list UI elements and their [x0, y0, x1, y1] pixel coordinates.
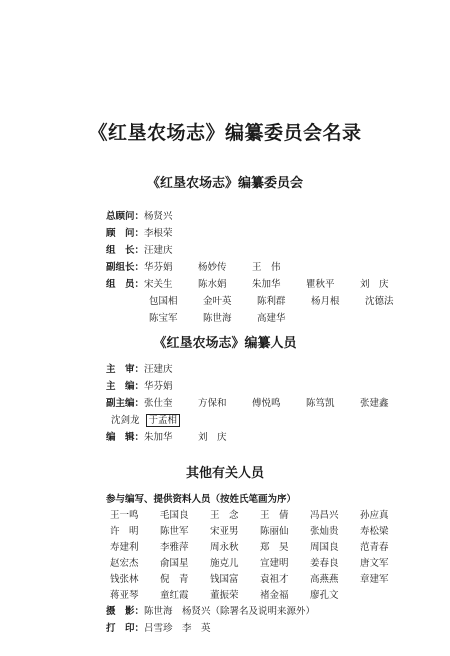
person-name: 倪 青: [160, 574, 189, 585]
person-name: 高燕燕: [310, 574, 339, 585]
others-heading: 其他有关人员: [185, 466, 264, 481]
committee-row: [106, 243, 173, 259]
person-name: 陈世海 杨贤兴（除署名及说明来源外）: [144, 606, 316, 617]
page-title: 《红垦农场志》编纂委员会名录: [88, 122, 362, 144]
person-name: 俞国星: [160, 558, 189, 569]
person-name: 沈德法: [365, 296, 394, 307]
person-name: 陈宝军: [149, 313, 178, 324]
committee-row: [149, 311, 311, 327]
role-label: 顾 问：: [106, 228, 145, 239]
person-name: 陈丽仙: [260, 526, 289, 537]
role-label: 副组长：: [106, 262, 145, 273]
contributors-subheading: 参与编写、提供资料人员（按姓氏笔画为序）: [106, 494, 297, 505]
role-label: 摄 影：: [106, 606, 145, 617]
person-name: 陈水娟: [198, 279, 227, 290]
person-name: 沈剑龙: [111, 415, 140, 426]
person-name: 周永秋: [210, 542, 239, 553]
person-name: 汪建庆: [144, 364, 173, 375]
person-name: 华芬娟: [144, 262, 173, 273]
person-name: 李根荣: [144, 228, 173, 239]
person-name: 汪建庆: [144, 245, 173, 256]
committee-row: [106, 277, 414, 293]
person-name: 包国相: [149, 296, 178, 307]
committee-row: [106, 226, 173, 242]
role-label: 编 辑：: [106, 432, 145, 443]
person-name: 吕雪珍 李 英: [144, 623, 211, 634]
person-name: 张灿贵: [310, 526, 339, 537]
person-name: 王 念: [210, 510, 239, 521]
staff-row: [106, 362, 173, 378]
person-name: 方保和: [198, 398, 227, 409]
committee-heading: 《红垦农场志》编纂委员会: [146, 176, 303, 191]
person-name: 王 倩: [260, 510, 289, 521]
committee-row: [106, 260, 306, 276]
role-label: 副主编：: [106, 398, 145, 409]
person-name: 张仕奎: [144, 398, 173, 409]
person-name: 宋关生: [144, 279, 173, 290]
person-name: 赵宏杰: [110, 558, 139, 569]
person-name: 寿松梁: [360, 526, 389, 537]
contributors-row: [110, 540, 410, 556]
person-name: 华芬娟: [144, 381, 173, 392]
person-name: 王一鸣: [110, 510, 139, 521]
staff-row: [106, 396, 414, 412]
person-name: 周国良: [310, 542, 339, 553]
person-name: 褚金福: [260, 590, 289, 601]
person-name: 瞿秋平: [306, 279, 335, 290]
person-name: 杨贤兴: [144, 211, 173, 222]
person-name: 姜春良: [310, 558, 339, 569]
committee-row: [149, 294, 419, 310]
person-name: 寿建利: [110, 542, 139, 553]
person-name: 袁祖才: [260, 574, 289, 585]
person-name: 傅悦鸣: [252, 398, 281, 409]
boxed-name: 于孟相: [146, 414, 181, 427]
person-name: 陈笃凯: [306, 398, 335, 409]
person-name: 陈世海: [203, 313, 232, 324]
person-name: 金叶英: [203, 296, 232, 307]
person-name: 宣建明: [260, 558, 289, 569]
staff-row: [106, 430, 252, 446]
contributors-row: [110, 588, 360, 604]
typing-row: [106, 621, 211, 637]
role-label: 组 长：: [106, 245, 145, 256]
person-name: 蒋亚琴: [110, 590, 139, 601]
person-name: 宋亚男: [210, 526, 239, 537]
role-label: 总顾问：: [106, 211, 145, 222]
photography-row: [106, 604, 315, 620]
person-name: 毛国良: [160, 510, 189, 521]
person-name: 李雅萍: [160, 542, 189, 553]
person-name: 郑 昊: [260, 542, 289, 553]
person-name: 朱加华: [144, 432, 173, 443]
role-label: 主 编：: [106, 381, 145, 392]
person-name: 钱张林: [110, 574, 139, 585]
contributors-row: [110, 572, 410, 588]
contributors-row: [110, 508, 410, 524]
person-name: 董振荣: [210, 590, 239, 601]
person-name: 王 伟: [252, 262, 281, 273]
person-name: 范青春: [360, 542, 389, 553]
person-name: 杨妙传: [198, 262, 227, 273]
person-name: 廖孔文: [310, 590, 339, 601]
role-label: 打 印：: [106, 623, 145, 634]
person-name: 章建军: [360, 574, 389, 585]
person-name: 许 明: [110, 526, 139, 537]
person-name: 孙应真: [360, 510, 389, 521]
person-name: 钱国富: [210, 574, 239, 585]
person-name: 冯昌兴: [310, 510, 339, 521]
person-name: 杨月根: [311, 296, 340, 307]
person-name: 陈利群: [257, 296, 286, 307]
committee-row: [106, 209, 173, 225]
person-name: 唐文军: [360, 558, 389, 569]
person-name: 童红霞: [160, 590, 189, 601]
role-label: 组 员：: [106, 279, 145, 290]
person-name: 刘 庆: [360, 279, 389, 290]
person-name: 张建鑫: [360, 398, 389, 409]
person-name: 刘 庆: [198, 432, 227, 443]
person-name: 高建华: [257, 313, 286, 324]
contributors-row: [110, 524, 410, 540]
staff-heading: 《红垦农场志》编纂人员: [153, 336, 297, 351]
person-name: 朱加华: [252, 279, 281, 290]
person-name: 陈世军: [160, 526, 189, 537]
role-label: 主 审：: [106, 364, 145, 375]
person-name: 施克儿: [210, 558, 239, 569]
staff-row: [111, 413, 180, 429]
staff-row: [106, 379, 173, 395]
contributors-row: [110, 556, 410, 572]
